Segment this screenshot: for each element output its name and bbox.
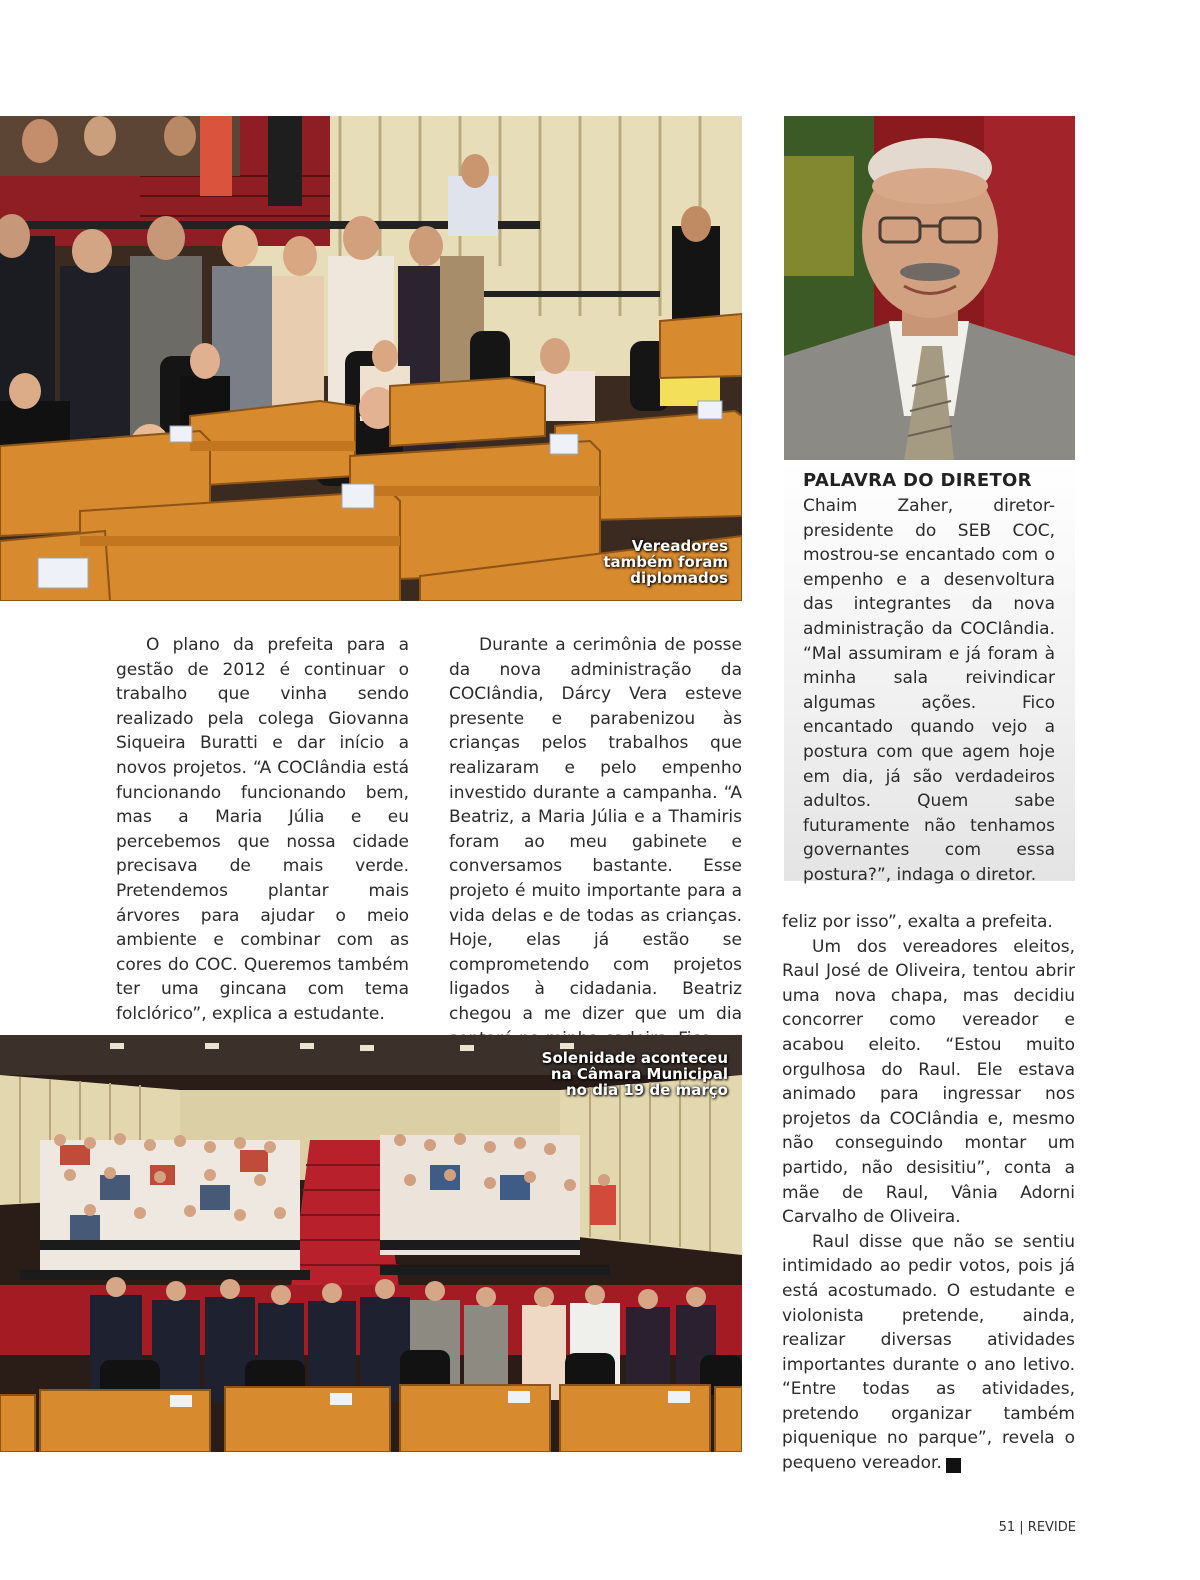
photo-caption-top: Vereadores também foram diplomados <box>603 537 728 587</box>
article-paragraph: feliz por isso”, exalta a prefeita. <box>782 912 1053 932</box>
sidebar-text: Chaim Zaher, diretor-presidente do SEB COC, mostrou-se encantado com o empenho e a desenvoltura das integrantes da nova administração da COCIândia. “Mal assumiram e já foram à minha sala reivindicar algumas ações. Fico encantado quando vejo a postura com que agem hoje em dia, já são verdadeiros adultos. Quem sabe futuramente não tenhamos governantes com essa postura?”, indaga o diretor. <box>803 496 1055 885</box>
photo-director-portrait <box>784 116 1075 461</box>
photo-caption-bottom: Solenidade aconteceu na Câmara Municipal no dia 19 de março <box>541 1049 728 1099</box>
article-column-3 <box>782 910 1075 1476</box>
article-paragraph-text: Raul disse que não se sentiu intimidado ao pedir votos, pois já está acostumado. O estudante e violonista pretende, ainda, realizar diversas atividades importantes durante o ano letivo. “Entre todas as atividades, pretendo organizar também piquenique no parque”, revela o pequeno vereador. <box>782 1231 1075 1474</box>
end-of-article-mark: r <box>946 1458 961 1473</box>
article-column-1 <box>116 633 409 1027</box>
magazine-name: REVIDE <box>1027 1520 1076 1535</box>
page-footer <box>980 1520 1076 1535</box>
article-paragraph: Um dos vereadores eleitos, Raul José de Oliveira, tentou abrir uma nova chapa, mas decidiu concorrer como vereador e acabou eleito. “Estou muito orgulhosa do Raul. Ele estava animado para ingressar nos projetos da COCIândia e, mesmo não conseguindo montar um partido, não desisitiu”, conta a mãe de Raul, Vânia Adorni Carvalho de Oliveira. <box>782 936 1075 1228</box>
sidebar-box <box>784 460 1075 885</box>
article-column-2 <box>449 633 742 1051</box>
page-number: 51 <box>998 1520 1016 1535</box>
sidebar-title: PALAVRA DO DIRETOR <box>803 470 1032 491</box>
footer-separator: | <box>1019 1520 1024 1535</box>
article-paragraph: Durante a cerimônia de posse da nova administração da COCIândia, Dárcy Vera esteve presente e parabenizou às crianças pelos trabalhos que realizaram e pelo empenho investido durante a campanha. “A Beatriz, a Maria Júlia e a Thamiris foram ao meu gabinete e conversamos bastante. Esse projeto é muito importante para a vida delas e de todas as crianças. Hoje, elas já estão se comprometendo com projetos ligados à cidadania. Beatriz chegou a me dizer que um dia <box>449 635 742 1024</box>
article-paragraph <box>782 1230 1075 1476</box>
article-paragraph: O plano da prefeita para a gestão de 2012 é continuar o trabalho que vinha sendo realizado pela colega Giovanna Siqueira Buratti e dar início a novos projetos. “A COCIândia está funcionando funcionando bem, mas a Maria Júlia e eu percebemos que nossa cidade precisava de mais verde. Pretendemos plantar mais árvores para ajudar o meio ambiente e combinar com as cores do COC. Queremos também ter uma gincana com tema folclórico”, explica a estudante. <box>116 635 409 1024</box>
photo-ceremony-desks <box>0 116 742 601</box>
